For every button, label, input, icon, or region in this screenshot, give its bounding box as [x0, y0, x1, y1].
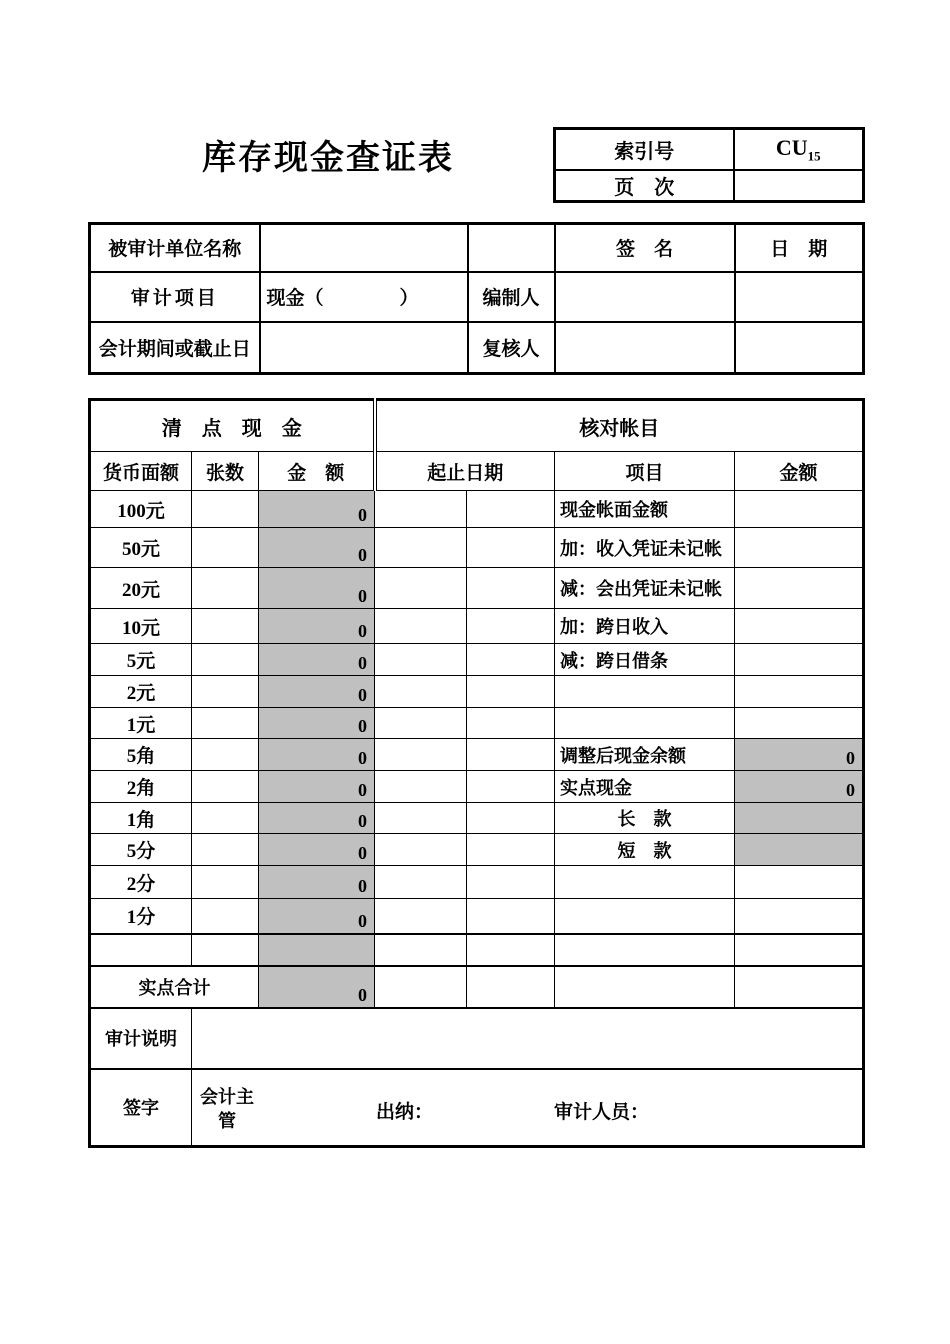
denomination-cell: 2角	[90, 771, 192, 803]
amount-cell[interactable]: 0	[259, 708, 375, 739]
cash-row-5yuan	[90, 644, 864, 676]
date-from-cell[interactable]	[375, 966, 467, 1008]
reviewer-label: 复核人	[468, 322, 555, 374]
item-amount-cell[interactable]	[735, 708, 864, 739]
denomination-cell: 20元	[90, 568, 192, 609]
amount-cell[interactable]: 0	[259, 491, 375, 528]
preparer-label: 编制人	[468, 272, 555, 322]
date-from-cell[interactable]	[375, 739, 467, 771]
denomination-cell: 1角	[90, 803, 192, 834]
preparer-date-cell[interactable]	[735, 272, 864, 322]
signature-column-header: 签 名	[555, 224, 735, 272]
item-amount-cell[interactable]	[735, 866, 864, 899]
denomination-cell: 1分	[90, 899, 192, 934]
date-from-cell[interactable]	[375, 568, 467, 609]
count-cell[interactable]	[192, 528, 259, 568]
count-cell[interactable]	[192, 676, 259, 708]
cash-row-2yuan	[90, 676, 864, 708]
reviewer-signature-cell[interactable]	[555, 322, 735, 374]
accounting-period-label: 会计期间或截止日	[90, 322, 260, 374]
item-cell	[555, 866, 735, 899]
date-from-cell[interactable]	[375, 676, 467, 708]
audit-project-label: 审计项目	[90, 272, 260, 322]
denomination-cell: 50元	[90, 528, 192, 568]
date-to-cell[interactable]	[467, 966, 555, 1008]
denomination-cell: 2元	[90, 676, 192, 708]
item-cell[interactable]	[555, 934, 735, 966]
date-to-cell[interactable]	[467, 834, 555, 866]
amount-column-header: 金 额	[259, 452, 375, 491]
count-cell[interactable]	[192, 708, 259, 739]
denomination-cell: 1元	[90, 708, 192, 739]
date-to-cell[interactable]	[467, 491, 555, 528]
amount-cell[interactable]	[259, 934, 375, 966]
date-from-cell[interactable]	[375, 866, 467, 899]
denomination-cell[interactable]	[90, 934, 192, 966]
cash-verification-table	[88, 398, 865, 1148]
counted-total-row	[90, 966, 864, 1008]
accounting-period-row	[90, 322, 864, 374]
amount-cell[interactable]: 0	[259, 834, 375, 866]
audit-notes-value-cell[interactable]	[192, 1008, 864, 1069]
count-cell[interactable]	[192, 644, 259, 676]
audit-notes-row	[90, 1008, 864, 1069]
item-cell: 减：会出凭证未记帐	[555, 568, 735, 609]
item-amount-cell[interactable]	[735, 644, 864, 676]
accounting-period-value-cell[interactable]	[260, 322, 468, 374]
amount-cell[interactable]: 0	[259, 899, 375, 934]
denomination-column-header: 货币面额	[90, 452, 192, 491]
item-amount-cell[interactable]	[735, 676, 864, 708]
date-from-cell[interactable]	[375, 708, 467, 739]
date-to-cell[interactable]	[467, 771, 555, 803]
audit-notes-label: 审计说明	[90, 1008, 192, 1069]
item-amount-cell[interactable]	[735, 609, 864, 644]
amount-cell[interactable]: 0	[259, 676, 375, 708]
date-from-cell[interactable]	[375, 899, 467, 934]
date-from-cell[interactable]	[375, 609, 467, 644]
signature-row	[90, 1069, 864, 1147]
date-to-cell[interactable]	[467, 739, 555, 771]
page-number-row	[555, 170, 864, 202]
count-cell[interactable]	[192, 803, 259, 834]
count-cell[interactable]	[192, 609, 259, 644]
item-amount-column-header: 金额	[735, 452, 864, 491]
cash-row-2fen	[90, 866, 864, 899]
cash-row-1yuan	[90, 708, 864, 739]
cash-row-100yuan	[90, 491, 864, 528]
auditor-label: 审计人员：	[554, 1101, 650, 1123]
audit-project-value-cell[interactable]: 现金（ ）	[260, 272, 468, 322]
item-cell: 短 款	[555, 834, 735, 866]
count-cell[interactable]	[192, 899, 259, 934]
denomination-cell: 2分	[90, 866, 192, 899]
item-amount-cell[interactable]: 0	[735, 739, 864, 771]
info-blank-cell[interactable]	[468, 224, 555, 272]
column-header-row	[90, 452, 864, 491]
audit-project-row	[90, 272, 864, 322]
item-amount-cell[interactable]	[735, 934, 864, 966]
item-cell: 现金帐面金额	[555, 491, 735, 528]
date-from-cell[interactable]	[375, 771, 467, 803]
count-cell[interactable]	[192, 739, 259, 771]
date-from-cell[interactable]	[375, 803, 467, 834]
date-from-cell[interactable]	[375, 834, 467, 866]
count-cell[interactable]	[192, 771, 259, 803]
item-cell[interactable]	[555, 966, 735, 1008]
item-cell: 实点现金	[555, 771, 735, 803]
index-box	[553, 127, 865, 203]
date-from-cell[interactable]	[375, 644, 467, 676]
item-cell	[555, 899, 735, 934]
count-cell[interactable]	[192, 934, 259, 966]
denomination-cell: 100元	[90, 491, 192, 528]
chief-accountant-label: 会计主管	[200, 1086, 254, 1131]
amount-cell[interactable]: 0	[259, 803, 375, 834]
cash-count-section-header: 清 点 现 金	[90, 400, 375, 452]
date-to-cell[interactable]	[467, 676, 555, 708]
denomination-cell: 10元	[90, 609, 192, 644]
audited-unit-label: 被审计单位名称	[90, 224, 260, 272]
date-to-cell[interactable]	[467, 568, 555, 609]
cash-row-blank	[90, 934, 864, 966]
page-number-value-cell[interactable]	[734, 170, 864, 202]
item-column-header: 项目	[555, 452, 735, 491]
amount-cell[interactable]: 0	[259, 739, 375, 771]
cash-row-50yuan	[90, 528, 864, 568]
date-to-cell[interactable]	[467, 803, 555, 834]
date-to-cell[interactable]	[467, 708, 555, 739]
item-amount-cell[interactable]: 0	[735, 771, 864, 803]
signature-area[interactable]	[192, 1069, 864, 1147]
cashier-label: 出纳：	[376, 1101, 434, 1123]
item-amount-cell[interactable]	[735, 528, 864, 568]
cash-row-5jiao	[90, 739, 864, 771]
preparer-signature-cell[interactable]	[555, 272, 735, 322]
counted-total-label: 实点合计	[90, 966, 259, 1008]
item-cell: 加：跨日收入	[555, 609, 735, 644]
amount-cell[interactable]: 0	[259, 528, 375, 568]
amount-cell[interactable]: 0	[259, 609, 375, 644]
signature-row-label: 签字	[90, 1069, 192, 1147]
denomination-cell: 5分	[90, 834, 192, 866]
amount-cell[interactable]: 0	[259, 866, 375, 899]
count-cell[interactable]	[192, 834, 259, 866]
counted-total-amount-cell[interactable]: 0	[259, 966, 375, 1008]
cash-row-5fen	[90, 834, 864, 866]
index-value-subscript: 15	[807, 147, 821, 163]
date-to-cell[interactable]	[467, 644, 555, 676]
index-value-cell	[734, 129, 864, 170]
amount-cell[interactable]: 0	[259, 771, 375, 803]
cash-row-10yuan	[90, 609, 864, 644]
item-cell: 长 款	[555, 803, 735, 834]
form-title: 库存现金查证表	[202, 140, 454, 177]
cash-row-2jiao	[90, 771, 864, 803]
date-range-column-header: 起止日期	[375, 452, 555, 491]
item-amount-cell[interactable]	[735, 834, 864, 866]
reviewer-date-cell[interactable]	[735, 322, 864, 374]
date-to-cell[interactable]	[467, 934, 555, 966]
item-cell: 减：跨日借条	[555, 644, 735, 676]
date-to-cell[interactable]	[467, 866, 555, 899]
date-from-cell[interactable]	[375, 491, 467, 528]
item-cell	[555, 708, 735, 739]
item-cell	[555, 676, 735, 708]
audited-unit-row	[90, 224, 864, 272]
audited-unit-value-cell[interactable]	[260, 224, 468, 272]
date-to-cell[interactable]	[467, 899, 555, 934]
date-from-cell[interactable]	[375, 528, 467, 568]
amount-cell[interactable]: 0	[259, 568, 375, 609]
section-header-row	[90, 400, 864, 452]
cash-row-20yuan	[90, 568, 864, 609]
item-amount-cell[interactable]	[735, 966, 864, 1008]
index-value: CU	[775, 134, 808, 160]
item-cell: 加：收入凭证未记帐	[555, 528, 735, 568]
cash-row-1jiao	[90, 803, 864, 834]
date-to-cell[interactable]	[467, 609, 555, 644]
account-check-section-header: 核对帐目	[375, 400, 864, 452]
count-column-header: 张数	[192, 452, 259, 491]
item-amount-cell[interactable]	[735, 899, 864, 934]
count-cell[interactable]	[192, 866, 259, 899]
count-cell[interactable]	[192, 568, 259, 609]
item-amount-cell[interactable]	[735, 568, 864, 609]
index-label: 索引号	[555, 129, 734, 170]
count-cell[interactable]	[192, 491, 259, 528]
page-number-label: 页 次	[555, 170, 734, 202]
index-row	[555, 129, 864, 170]
denomination-cell: 5角	[90, 739, 192, 771]
item-cell: 调整后现金余额	[555, 739, 735, 771]
date-to-cell[interactable]	[467, 528, 555, 568]
date-column-header: 日 期	[735, 224, 864, 272]
cash-row-1fen	[90, 899, 864, 934]
amount-cell[interactable]: 0	[259, 644, 375, 676]
item-amount-cell[interactable]	[735, 803, 864, 834]
date-from-cell[interactable]	[375, 934, 467, 966]
denomination-cell: 5元	[90, 644, 192, 676]
info-table	[88, 222, 865, 375]
item-amount-cell[interactable]	[735, 491, 864, 528]
